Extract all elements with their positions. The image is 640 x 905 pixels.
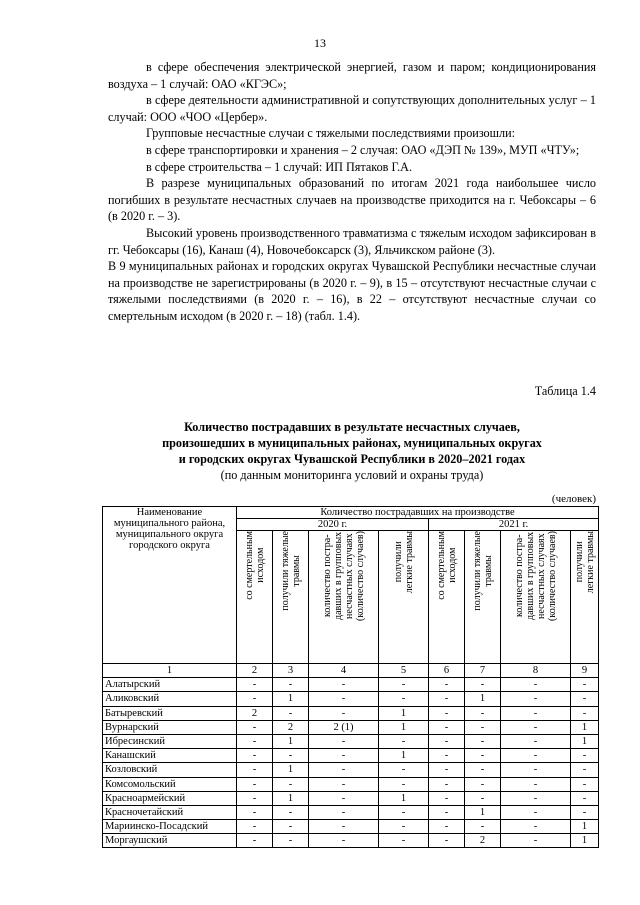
col-number: 2 <box>237 664 273 678</box>
table-cell: - <box>273 678 309 692</box>
table-cell: 2 <box>273 720 309 734</box>
table-cell: - <box>501 791 571 805</box>
paragraph: Групповые несчастные случаи с тяжелыми последствиями произошли: <box>146 126 516 141</box>
table-cell: - <box>465 820 501 834</box>
table-cell: - <box>465 749 501 763</box>
table-cell: 1 <box>273 692 309 706</box>
table-cell: - <box>465 678 501 692</box>
table-cell: 1 <box>379 749 429 763</box>
table-row <box>103 678 599 692</box>
table-cell: - <box>571 749 599 763</box>
table-cell: - <box>309 706 379 720</box>
col-header-group-2021 <box>501 531 571 664</box>
row-name-cell: Аликовский <box>103 692 237 706</box>
table-cell: - <box>501 834 571 848</box>
table-cell: - <box>465 706 501 720</box>
table-cell: - <box>273 805 309 819</box>
col-header-group-2020 <box>309 531 379 664</box>
table-row <box>103 791 599 805</box>
table-cell: - <box>237 763 273 777</box>
table-cell: - <box>379 763 429 777</box>
row-name-cell: Мариинско-Посадский <box>103 820 237 834</box>
table-cell: - <box>273 706 309 720</box>
table-cell: - <box>571 805 599 819</box>
col-header-text: со смертельным исходом <box>243 531 266 600</box>
col-number: 6 <box>429 664 465 678</box>
table-row <box>103 834 599 848</box>
col-header-text: количество постра- давших в групповых несчастных случаях (количество случаев) <box>321 531 366 621</box>
table-cell: - <box>465 720 501 734</box>
table-row <box>103 720 599 734</box>
table-cell: - <box>237 820 273 834</box>
table-cell: - <box>379 777 429 791</box>
col-header-severe-2020 <box>273 531 309 664</box>
table-cell: - <box>237 805 273 819</box>
table-title-line: и городских округах Чувашской Республики в 2020–2021 годах <box>178 452 526 466</box>
col-number: 8 <box>501 664 571 678</box>
table-row <box>103 706 599 720</box>
table-cell: - <box>501 678 571 692</box>
table-cell: 1 <box>571 720 599 734</box>
col-number: 4 <box>309 664 379 678</box>
table-cell: - <box>501 692 571 706</box>
table-cell: - <box>429 678 465 692</box>
body-text <box>108 59 596 325</box>
table-cell: 1 <box>465 805 501 819</box>
table-cell: - <box>309 820 379 834</box>
row-name-cell: Батыревский <box>103 706 237 720</box>
table-cell: - <box>429 720 465 734</box>
table-cell: - <box>309 834 379 848</box>
table-cell: - <box>379 805 429 819</box>
table-cell: - <box>379 734 429 748</box>
row-name-cell: Красночетайский <box>103 805 237 819</box>
row-name-cell: Алатырский <box>103 678 237 692</box>
col-header-light-2021 <box>571 531 599 664</box>
name-header: Наименование муниципального района, муниципального округа городского округа <box>103 507 237 664</box>
row-name-cell: Моргаушский <box>103 834 237 848</box>
col-number: 9 <box>571 664 599 678</box>
table-row <box>103 692 599 706</box>
paragraph: в сфере деятельности административной и сопутствующих дополнительных услуг – 1 случай: ООО «ЧОО «Цербер». <box>108 93 596 124</box>
paragraph: в сфере обеспечения электрической энергией, газом и паром; кондиционирования воздуха – 1 случай: ОАО «КГЭС»; <box>108 60 596 91</box>
table-body <box>103 678 599 848</box>
col-header-light-2020 <box>379 531 429 664</box>
table-cell: - <box>309 678 379 692</box>
col-header-text: количество постра- давших в групповых несчастных случаях (количество случаев) <box>513 531 558 621</box>
table-cell: 1 <box>273 734 309 748</box>
table-cell: - <box>429 763 465 777</box>
table-cell: - <box>237 791 273 805</box>
units-label: (человек) <box>551 493 596 505</box>
table-cell: - <box>501 734 571 748</box>
table-cell: - <box>429 749 465 763</box>
table-row <box>103 749 599 763</box>
table-cell: - <box>429 734 465 748</box>
table-title-line: произошедших в муниципальных районах, муниципальных округах <box>162 436 542 450</box>
table-cell: - <box>273 820 309 834</box>
table-cell: - <box>501 820 571 834</box>
table-cell: - <box>465 777 501 791</box>
year-2020-header: 2020 г. <box>237 519 429 531</box>
col-header-text: получили тяжелые травмы <box>279 531 302 611</box>
table-cell: 1 <box>273 791 309 805</box>
table-cell: 1 <box>379 706 429 720</box>
table-cell: - <box>429 692 465 706</box>
table-cell: - <box>309 805 379 819</box>
col-number: 5 <box>379 664 429 678</box>
table-cell: 1 <box>571 734 599 748</box>
paragraph: в сфере транспортировки и хранения – 2 случая: ОАО «ДЭП № 139», МУП «ЧТУ»; <box>146 142 580 157</box>
table-row <box>103 820 599 834</box>
table-cell: - <box>309 791 379 805</box>
table-cell: - <box>429 777 465 791</box>
table-cell: - <box>237 692 273 706</box>
paragraph: в сфере строительства – 1 случай: ИП Пятаков Г.А. <box>146 159 413 174</box>
table-cell: 1 <box>571 820 599 834</box>
table-subtitle: (по данным мониторинга условий и охраны труда) <box>220 468 484 482</box>
table-cell: - <box>379 834 429 848</box>
column-number-row <box>103 664 599 678</box>
table-cell: - <box>237 777 273 791</box>
table-cell: - <box>379 692 429 706</box>
paragraph: В разрезе муниципальных образований по итогам 2021 года наибольшее число погибших в результате несчастных случаев на производстве приходится на г. Чебоксары – 6 (в 2020 г. – 3). <box>108 176 596 224</box>
table-cell: - <box>273 834 309 848</box>
table-row <box>103 805 599 819</box>
row-name-cell: Ибресинский <box>103 734 237 748</box>
table-title <box>108 419 596 483</box>
table-cell: 2 <box>237 706 273 720</box>
table-cell: - <box>501 749 571 763</box>
col-number: 7 <box>465 664 501 678</box>
table-cell: - <box>237 678 273 692</box>
table-cell: - <box>429 805 465 819</box>
table-cell: - <box>309 777 379 791</box>
table-cell: - <box>429 820 465 834</box>
table-cell: 1 <box>273 763 309 777</box>
data-table <box>102 506 599 848</box>
row-name-cell: Вурнарский <box>103 720 237 734</box>
table-cell: - <box>501 805 571 819</box>
table-title-line: Количество пострадавших в результате несчастных случаев, <box>184 420 520 434</box>
col-header-severe-2021 <box>465 531 501 664</box>
col-number: 3 <box>273 664 309 678</box>
table-cell: - <box>379 678 429 692</box>
row-name-cell: Канашский <box>103 749 237 763</box>
table-cell: - <box>237 734 273 748</box>
paragraph: Высокий уровень производственного травматизма с тяжелым исходом зафиксирован в гг. Чебоксары (16), Канаш (4), Новочебоксарск (3), Яльчикском районе (3). <box>108 225 596 257</box>
row-name-cell: Комсомольский <box>103 777 237 791</box>
col-number: 1 <box>103 664 237 678</box>
table-cell: - <box>571 706 599 720</box>
table-label: Таблица 1.4 <box>534 384 596 398</box>
table-cell: - <box>429 791 465 805</box>
col-header-text: получили легкие травмы <box>392 531 415 594</box>
paragraph: В 9 муниципальных районах и городских округах Чувашской Республики несчастные случаи на производстве не зарегистрированы (в 2020 г. – 9), в 15 – отсутствуют несчастные случаи с тяжелыми последствиями (в 2020 г. – 16), в 22 – отсутствуют несчастные случаи со смертельным исходом (в 2020 г. – 18) (табл. 1.4). <box>108 259 596 323</box>
table-cell: 1 <box>465 692 501 706</box>
table-cell: - <box>501 777 571 791</box>
table-cell: - <box>273 749 309 763</box>
table-cell: - <box>571 692 599 706</box>
table-row <box>103 777 599 791</box>
year-2021-header: 2021 г. <box>429 519 599 531</box>
table-cell: - <box>465 763 501 777</box>
table-cell: 1 <box>379 720 429 734</box>
table-cell: - <box>501 763 571 777</box>
table-cell: - <box>465 734 501 748</box>
table-cell: - <box>309 749 379 763</box>
group-header: Количество пострадавших на производстве <box>237 507 599 519</box>
table-cell: - <box>429 706 465 720</box>
table-cell: - <box>379 820 429 834</box>
table-cell: 1 <box>571 834 599 848</box>
col-header-fatal-2020 <box>237 531 273 664</box>
table-cell: 1 <box>379 791 429 805</box>
col-header-fatal-2021 <box>429 531 465 664</box>
table-cell: - <box>571 777 599 791</box>
table-cell: - <box>501 706 571 720</box>
table-cell: 2 (1) <box>309 720 379 734</box>
row-name-cell: Красноармейский <box>103 791 237 805</box>
table-cell: - <box>309 734 379 748</box>
table-cell: - <box>309 763 379 777</box>
table-cell: - <box>273 777 309 791</box>
col-header-text: получили тяжелые травмы <box>471 531 494 611</box>
table-cell: - <box>237 720 273 734</box>
table-cell: - <box>465 791 501 805</box>
table-cell: - <box>571 678 599 692</box>
col-header-text: со смертельным исходом <box>435 531 458 600</box>
col-header-text: получили легкие травмы <box>573 531 596 594</box>
table-cell: - <box>309 692 379 706</box>
table-cell: - <box>501 720 571 734</box>
table-cell: - <box>571 763 599 777</box>
table-cell: - <box>237 834 273 848</box>
table-cell: - <box>237 749 273 763</box>
table-cell: - <box>571 791 599 805</box>
row-name-cell: Козловский <box>103 763 237 777</box>
table-row <box>103 734 599 748</box>
table-cell: - <box>429 834 465 848</box>
table-row <box>103 763 599 777</box>
page-number: 13 <box>314 36 326 50</box>
table-cell: 2 <box>465 834 501 848</box>
